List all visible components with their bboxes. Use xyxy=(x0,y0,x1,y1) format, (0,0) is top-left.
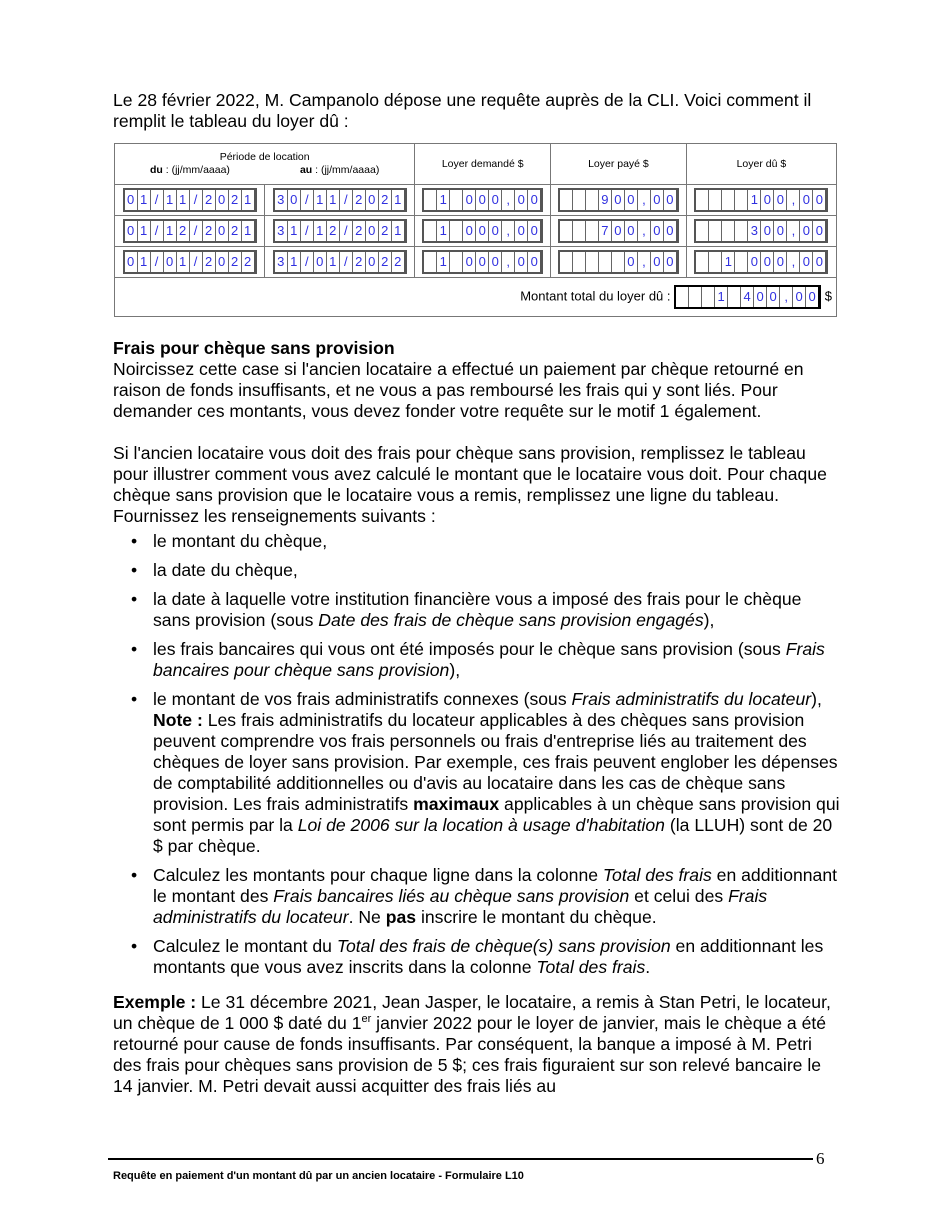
rent-paid-header: Loyer payé $ xyxy=(551,144,687,185)
table-row xyxy=(115,247,837,278)
digit-box xyxy=(702,287,715,307)
digit-box: 0 xyxy=(767,287,780,307)
digit-box xyxy=(560,190,573,210)
digit-box: 2 xyxy=(379,221,392,241)
example-paragraph: Exemple : Le 31 décembre 2021, Jean Jasper, le locataire, a remis à Stan Petri, le locateur, un chèque de 1 000 $ daté du 1er janvier 2022 pour le loyer de janvier, mais le chèque a été retourné pour cause de fonds insuffisants. Par conséquent, la banque a imposé à M. Petri des frais pour chèques sans provision de 5 $; ces frais figuraient sur son relevé bancaire le 14 janvier. M. Petri devait aussi acquitter des frais liés au xyxy=(113,992,831,1096)
list-item: • le montant du chèque, xyxy=(153,531,843,552)
list-item: • Calculez les montants pour chaque ligne dans la colonne Total des frais en additionnant le montant des Frais bancaires liés au chèque sans provision et celui des Frais administratifs du locateur. Ne pas inscrire le montant du chèque. xyxy=(153,865,843,928)
digit-box: 3 xyxy=(275,252,288,272)
digit-box: 1 xyxy=(138,190,151,210)
paragraph-1: Noircissez cette case si l'ancien locataire a effectué un paiement par chèque retourné en raison de fonds insuffisants, et ne vous a pas remboursé les frais qui y sont liés. Pour demander ces montants, vous devez fonder votre requête sur le motif 1 également. xyxy=(113,359,804,421)
digit-box: 0 xyxy=(761,252,774,272)
digit-box xyxy=(586,252,599,272)
digit-box: 1 xyxy=(394,192,402,207)
digit-box: 0 xyxy=(216,221,229,241)
digit-box: 3 xyxy=(275,190,288,210)
digit-box: 0 xyxy=(476,190,489,210)
digit-box: 0 xyxy=(515,190,528,210)
digit-box xyxy=(696,252,709,272)
digit-box: 0 xyxy=(774,252,787,272)
digit-box: 1 xyxy=(164,190,177,210)
digit-box: 2 xyxy=(353,190,366,210)
nsf-section xyxy=(113,338,843,1097)
paragraph-2: Si l'ancien locataire vous doit des frais pour chèque sans provision, remplissez le tableau pour illustrer comment vous avez calculé le montant que le locataire vous doit. Pour chaque chèque sans provision que le locataire vous a remis, remplissez une ligne du tableau. Fournissez les renseignements suivants : xyxy=(113,443,827,526)
digit-box: 0 xyxy=(463,252,476,272)
list-item: • les frais bancaires qui vous ont été imposés pour le chèque sans provision (sous Frais bancaires pour chèque sans provision), xyxy=(153,639,843,681)
digit-box xyxy=(424,221,437,241)
digit-box xyxy=(424,190,437,210)
rent-owed-header: Loyer dû $ xyxy=(686,144,836,185)
digit-box xyxy=(735,252,748,272)
digit-box xyxy=(696,190,709,210)
digit-box: 0 xyxy=(761,221,774,241)
digit-box: 2 xyxy=(379,190,392,210)
digit-box: 0 xyxy=(808,289,816,304)
digit-box: 0 xyxy=(366,252,379,272)
digit-box: / xyxy=(340,190,353,210)
to-date-field xyxy=(273,188,407,212)
rent-owed-field xyxy=(694,219,828,243)
digit-box: 0 xyxy=(625,252,638,272)
rent-paid-cell xyxy=(551,185,687,216)
digit-box: 0 xyxy=(666,192,674,207)
total-field xyxy=(674,285,821,309)
rent-owed-field xyxy=(694,250,828,274)
digit-box: 7 xyxy=(599,221,612,241)
digit-box: / xyxy=(301,190,314,210)
digit-box: / xyxy=(190,221,203,241)
digit-box: 0 xyxy=(748,252,761,272)
digit-box: 0 xyxy=(530,223,538,238)
rent-paid-field xyxy=(558,250,679,274)
digit-box: 2 xyxy=(353,252,366,272)
digit-box: 1 xyxy=(437,221,450,241)
rent-requested-cell xyxy=(415,216,551,247)
digit-box: 0 xyxy=(515,252,528,272)
digit-box: 1 xyxy=(138,221,151,241)
digit-box: 0 xyxy=(761,190,774,210)
digit-box: 0 xyxy=(489,190,502,210)
digit-box: , xyxy=(638,190,651,210)
list-item: • la date du chèque, xyxy=(153,560,843,581)
digit-box: , xyxy=(502,190,515,210)
rent-requested-cell xyxy=(415,185,551,216)
digit-box xyxy=(450,252,463,272)
digit-box: 0 xyxy=(125,252,138,272)
digit-box: 1 xyxy=(722,252,735,272)
rent-requested-cell xyxy=(415,247,551,278)
digit-box xyxy=(709,252,722,272)
digit-box: 1 xyxy=(394,223,402,238)
from-date-field xyxy=(123,188,257,212)
info-list xyxy=(113,531,843,978)
digit-box: , xyxy=(780,287,793,307)
digit-box: / xyxy=(301,221,314,241)
digit-box xyxy=(560,252,573,272)
digit-box: 0 xyxy=(800,190,813,210)
rent-owed-field xyxy=(694,188,828,212)
digit-box xyxy=(735,190,748,210)
digit-box: 1 xyxy=(437,190,450,210)
digit-box xyxy=(573,221,586,241)
digit-box: 4 xyxy=(741,287,754,307)
digit-box xyxy=(424,252,437,272)
table-row xyxy=(115,185,837,216)
digit-box: 1 xyxy=(243,223,252,238)
from-date-cell xyxy=(115,247,265,278)
intro-paragraph: Le 28 février 2022, M. Campanolo dépose une requête auprès de la CLI. Voici comment il remplit le tableau du loyer dû : xyxy=(113,90,812,131)
to-date-cell xyxy=(265,216,415,247)
digit-box xyxy=(573,252,586,272)
digit-box xyxy=(586,221,599,241)
digit-box: 0 xyxy=(666,223,674,238)
digit-box: 1 xyxy=(314,190,327,210)
digit-box: 0 xyxy=(612,190,625,210)
digit-box xyxy=(450,221,463,241)
to-date-field xyxy=(273,250,407,274)
digit-box: 0 xyxy=(625,221,638,241)
footer-divider xyxy=(108,1158,813,1160)
digit-box: 1 xyxy=(437,252,450,272)
digit-box xyxy=(728,287,741,307)
digit-box: 0 xyxy=(366,190,379,210)
digit-box: 1 xyxy=(138,252,151,272)
rent-paid-cell xyxy=(551,216,687,247)
digit-box xyxy=(709,221,722,241)
digit-box: / xyxy=(190,190,203,210)
digit-box: 0 xyxy=(125,221,138,241)
digit-box: 2 xyxy=(203,190,216,210)
digit-box: 0 xyxy=(288,190,301,210)
digit-box xyxy=(735,221,748,241)
digit-box: / xyxy=(340,252,353,272)
rent-requested-header: Loyer demandé $ xyxy=(415,144,551,185)
digit-box xyxy=(586,190,599,210)
digit-box: 3 xyxy=(748,221,761,241)
digit-box: 1 xyxy=(177,190,190,210)
list-item: • Calculez le montant du Total des frais de chèque(s) sans provision en additionnant les montants que vous avez inscrits dans la colonne Total des frais. xyxy=(153,936,843,978)
digit-box: 0 xyxy=(463,221,476,241)
rent-owed-cell xyxy=(686,247,836,278)
total-row xyxy=(115,278,837,317)
to-date-cell xyxy=(265,185,415,216)
digit-box xyxy=(676,287,689,307)
from-date-cell xyxy=(115,216,265,247)
digit-box: 0 xyxy=(800,221,813,241)
digit-box: 0 xyxy=(793,287,806,307)
digit-box: 1 xyxy=(288,221,301,241)
rent-requested-field xyxy=(422,219,543,243)
rent-paid-cell xyxy=(551,247,687,278)
digit-box: 0 xyxy=(314,252,327,272)
digit-box xyxy=(450,190,463,210)
digit-box: 2 xyxy=(243,254,252,269)
digit-box xyxy=(722,221,735,241)
digit-box: 0 xyxy=(774,190,787,210)
list-item: • la date à laquelle votre institution financière vous a imposé des frais pour le chèque sans provision (sous Date des frais de chèque sans provision engagés), xyxy=(153,589,843,631)
digit-box: 0 xyxy=(774,221,787,241)
digit-box: 0 xyxy=(612,221,625,241)
digit-box: 2 xyxy=(203,221,216,241)
digit-box xyxy=(560,221,573,241)
digit-box: 2 xyxy=(394,254,402,269)
digit-box: / xyxy=(301,252,314,272)
digit-box: / xyxy=(340,221,353,241)
digit-box: 2 xyxy=(327,221,340,241)
digit-box: 0 xyxy=(651,221,664,241)
digit-box: 0 xyxy=(164,252,177,272)
digit-box: 0 xyxy=(530,254,538,269)
digit-box: 0 xyxy=(515,221,528,241)
digit-box: 0 xyxy=(530,192,538,207)
section-title: Frais pour chèque sans provision xyxy=(113,338,395,358)
digit-box: , xyxy=(638,252,651,272)
to-date-field xyxy=(273,219,407,243)
rent-requested-field xyxy=(422,250,543,274)
digit-box: 0 xyxy=(216,190,229,210)
rent-paid-field xyxy=(558,219,679,243)
digit-box: 0 xyxy=(476,252,489,272)
digit-box: / xyxy=(151,190,164,210)
digit-box: 0 xyxy=(666,254,674,269)
digit-box: 1 xyxy=(177,252,190,272)
rent-requested-field xyxy=(422,188,543,212)
digit-box: 0 xyxy=(476,221,489,241)
total-label: Montant total du loyer dû : xyxy=(520,288,671,304)
digit-box: , xyxy=(787,190,800,210)
digit-box: 0 xyxy=(625,190,638,210)
rent-owed-cell xyxy=(686,216,836,247)
rent-owed-table xyxy=(114,143,837,317)
period-header xyxy=(115,144,415,185)
from-date-cell xyxy=(115,185,265,216)
digit-box: , xyxy=(502,221,515,241)
digit-box: 2 xyxy=(229,190,242,210)
digit-box: 1 xyxy=(715,287,728,307)
digit-box: 1 xyxy=(748,190,761,210)
digit-box xyxy=(709,190,722,210)
digit-box: 2 xyxy=(203,252,216,272)
digit-box xyxy=(612,252,625,272)
digit-box: 0 xyxy=(489,252,502,272)
digit-box: 0 xyxy=(651,190,664,210)
digit-box: 0 xyxy=(125,190,138,210)
digit-box: 0 xyxy=(366,221,379,241)
digit-box: 0 xyxy=(754,287,767,307)
digit-box: , xyxy=(787,221,800,241)
digit-box xyxy=(599,252,612,272)
digit-box: / xyxy=(151,252,164,272)
period-label: Période de location xyxy=(219,151,310,163)
digit-box: 1 xyxy=(314,221,327,241)
digit-box: , xyxy=(787,252,800,272)
digit-box: 0 xyxy=(651,252,664,272)
footer-text: Requête en paiement d'un montant dû par un ancien locataire - Formulaire L10 xyxy=(113,1170,524,1182)
currency-symbol: $ xyxy=(824,288,832,304)
digit-box xyxy=(696,221,709,241)
from-date-field xyxy=(123,219,257,243)
digit-box: 0 xyxy=(815,223,823,238)
digit-box: 1 xyxy=(164,221,177,241)
digit-box xyxy=(573,190,586,210)
digit-box xyxy=(689,287,702,307)
digit-box: 1 xyxy=(243,192,252,207)
digit-box: 2 xyxy=(229,252,242,272)
digit-box: / xyxy=(190,252,203,272)
digit-box: 1 xyxy=(327,252,340,272)
digit-box: 2 xyxy=(177,221,190,241)
from-date-field xyxy=(123,250,257,274)
table-row xyxy=(115,216,837,247)
digit-box: 2 xyxy=(229,221,242,241)
to-date-cell xyxy=(265,247,415,278)
rent-owed-cell xyxy=(686,185,836,216)
list-item: • le montant de vos frais administratifs connexes (sous Frais administratifs du locateur), Note : Les frais administratifs du locateur applicables à des chèques sans provision peuvent comprendre vos frais personnels ou frais d'entreprise liés au traitement des chèques de loyer sans provision. Par exemple, ces frais peuvent englober les dépenses de comptabilité additionnelles ou d'avis au locataire dans les cas de chèque sans provision. Les frais administratifs maximaux applicables à un chèque sans provision qui sont permis par la Loi de 2006 sur la location à usage d'habitation (la LLUH) sont de 20 $ par chèque. xyxy=(153,689,843,857)
digit-box: 0 xyxy=(489,221,502,241)
digit-box: 0 xyxy=(815,192,823,207)
digit-box: 2 xyxy=(379,252,392,272)
digit-box: 3 xyxy=(275,221,288,241)
page-number: 6 xyxy=(816,1149,825,1168)
to-label: au : (jj/mm/aaaa) xyxy=(299,164,380,176)
digit-box: 9 xyxy=(599,190,612,210)
rent-paid-field xyxy=(558,188,679,212)
digit-box: , xyxy=(502,252,515,272)
digit-box: 1 xyxy=(327,190,340,210)
digit-box: , xyxy=(638,221,651,241)
digit-box xyxy=(722,190,735,210)
digit-box: / xyxy=(151,221,164,241)
digit-box: 2 xyxy=(353,221,366,241)
digit-box: 0 xyxy=(815,254,823,269)
note: Note : Les frais administratifs du locateur applicables à des chèques sans provision peuvent comprendre vos frais personnels ou frais d'entreprise liés au traitement des chèques de loyer sans provision. Par exemple, ces frais peuvent englober les dépenses de comptabilité additionnelles ou d'avis au locataire dans les cas de chèque sans provision. Les frais administratifs maximaux applicables à un chèque sans provision qui sont permis par la Loi de 2006 sur la location à usage d'habitation (la LLUH) sont de 20 $ par chèque. xyxy=(153,710,840,856)
digit-box: 0 xyxy=(463,190,476,210)
digit-box: 1 xyxy=(288,252,301,272)
digit-box: 0 xyxy=(216,252,229,272)
digit-box: 0 xyxy=(800,252,813,272)
from-label: du : (jj/mm/aaaa) xyxy=(150,164,230,176)
